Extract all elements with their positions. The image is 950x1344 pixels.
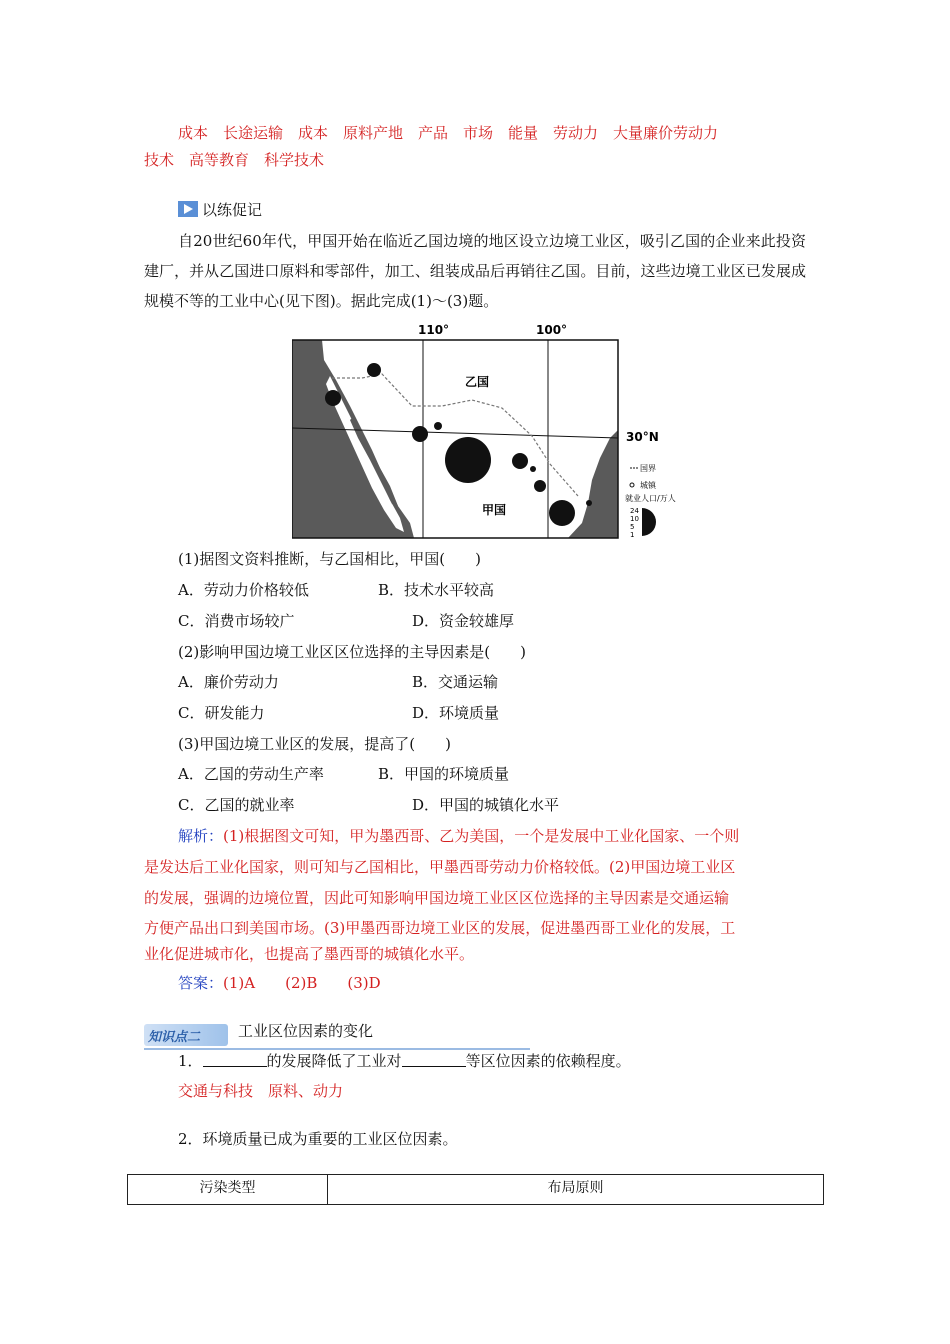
q2-option-b: B．交通运输 [412, 673, 499, 691]
city-circle [549, 500, 575, 526]
answer-line-2: 技术 高等教育 科学技术 [144, 151, 325, 169]
city-circle [412, 426, 428, 442]
analysis-line-5: 业化促进城市化，也提高了墨西哥的城镇化水平。 [144, 945, 475, 963]
legend-pop-24: 24 [630, 507, 639, 515]
table-header-cell: 污染类型 [128, 1175, 328, 1205]
q3-option-a: A．乙国的劳动生产率 [178, 765, 324, 783]
q3-option-c: C．乙国的就业率 [178, 796, 295, 814]
city-circle [445, 437, 491, 483]
blank-1[interactable] [203, 1052, 267, 1067]
city-circle [586, 500, 592, 506]
legend-town-symbol [630, 483, 634, 487]
question-1-stem: (1)据图文资料推断，与乙国相比，甲国( ) [178, 550, 481, 568]
q1-option-d: D．资金较雄厚 [412, 612, 515, 630]
table-header-cell: 布局原则 [328, 1175, 824, 1205]
q2-option-a: A．廉价劳动力 [178, 673, 279, 691]
answer-label: 答案： [178, 974, 224, 992]
legend-pop-1: 1 [630, 531, 635, 539]
city-circle [534, 480, 546, 492]
question-2-stem: (2)影响甲国边境工业区区位选择的主导因素是( ) [178, 643, 526, 661]
city-circle [434, 422, 442, 430]
analysis-line-4: 方便产品出口到美国市场。(3)甲墨西哥边境工业区的发展，促进墨西哥工业化的发展，工 [144, 919, 736, 937]
fill-in-answer-1: 交通与科技 原料、动力 [178, 1082, 344, 1100]
play-icon [178, 201, 198, 217]
city-circle [530, 466, 536, 472]
q3-option-d: D．甲国的城镇化水平 [412, 796, 560, 814]
q1-option-b: B．技术水平较高 [378, 581, 495, 599]
item-2: 2．环境质量已成为重要的工业区位因素。 [178, 1130, 458, 1148]
label-110: 110° [418, 323, 450, 337]
legend-border: 国界 [640, 464, 656, 473]
section-header [144, 1020, 530, 1050]
city-circle [367, 363, 381, 377]
legend-pop-title: 就业人口/万人 [625, 494, 676, 503]
q2-option-c: C．研发能力 [178, 704, 265, 722]
q1-option-c: C．消费市场较广 [178, 612, 295, 630]
legend-size-symbol [642, 508, 656, 536]
city-circle [325, 390, 341, 406]
table-header-row [128, 1175, 824, 1205]
country-b-label: 乙国 [465, 375, 490, 389]
blank-2[interactable] [402, 1052, 466, 1067]
label-100: 100° [536, 323, 568, 337]
legend-town: 城镇 [640, 481, 656, 490]
border-industry-map [292, 318, 702, 548]
q3-option-b: B．甲国的环境质量 [378, 765, 510, 783]
analysis-line-3: 的发展，强调的边境位置，因此可知影响甲国边境工业区区位选择的主导因素是交通运输 [144, 889, 730, 907]
q2-option-d: D．环境质量 [412, 704, 500, 722]
city-circle [512, 453, 528, 469]
country-a-label: 甲国 [482, 503, 507, 517]
label-30n: 30°N [626, 430, 659, 444]
map-legend [625, 464, 676, 539]
analysis-label: 解析： [178, 827, 224, 845]
analysis-line-2: 是发达后工业化国家，则可知与乙国相比，甲墨西哥劳动力价格较低。(2)甲国边境工业区 [144, 858, 736, 876]
intro-paragraph: 自20世纪60年代，甲国开始在临近乙国边境的地区设立边境工业区，吸引乙国的企业来此投资建厂，并从乙国进口原料和零部件，加工、组装成品后再销往乙国。目前，这些边境工业区已发展成规模不等的工业中心(见下图)。据此完成(1)～(3)题。 [144, 232, 806, 310]
question-3-stem: (3)甲国边境工业区的发展，提高了( ) [178, 735, 451, 753]
legend-pop-10: 10 [630, 515, 639, 523]
legend-pop-5: 5 [630, 523, 635, 531]
practice-heading: 以练促记 [178, 200, 262, 220]
fill-in-item-1: 1． 的发展降低了工业对 等区位因素的依赖程度。 [178, 1052, 631, 1070]
analysis-line-1: 解析：(1)根据图文可知，甲为墨西哥、乙为美国，一个是发展中工业化国家、一个则 [178, 827, 740, 845]
answer-line: 答案：(1)A (2)B (3)D [178, 974, 381, 992]
section-badge: 知识点二 [144, 1024, 228, 1046]
answer-line-1: 成本 长途运输 成本 原料产地 产品 市场 能量 劳动力 大量廉价劳动力 [178, 124, 719, 142]
q1-option-a: A．劳动力价格较低 [178, 581, 309, 599]
pollution-table [127, 1174, 824, 1205]
section-title: 工业区位因素的变化 [238, 1022, 374, 1040]
